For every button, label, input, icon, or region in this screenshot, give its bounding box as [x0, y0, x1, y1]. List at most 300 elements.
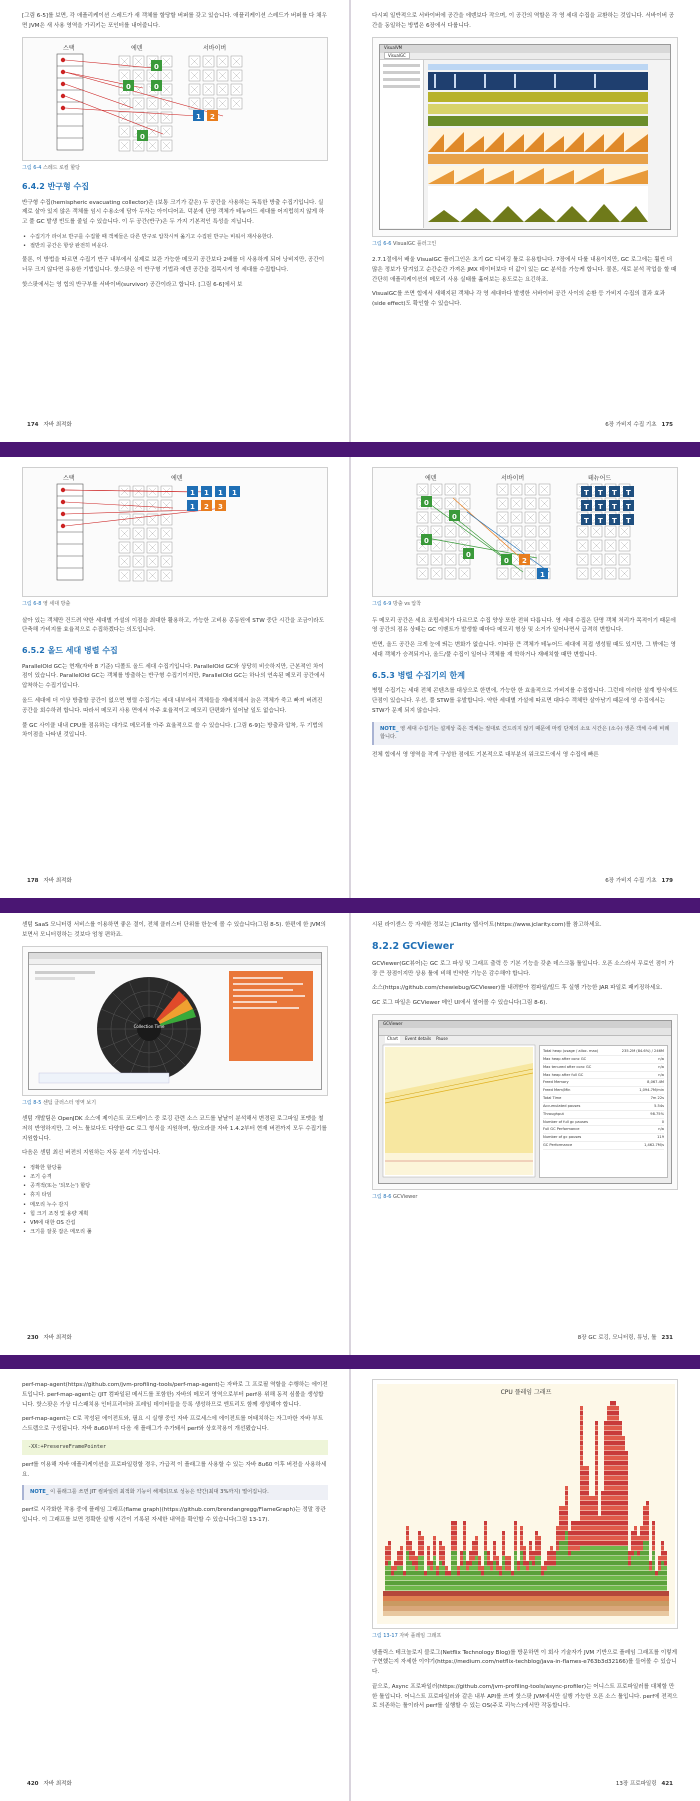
flame-frame	[604, 1476, 607, 1481]
flame-frame	[535, 1546, 538, 1551]
flame-frame	[457, 1576, 460, 1581]
flame-frame	[592, 1501, 595, 1506]
flame-frame	[601, 1501, 604, 1506]
flame-frame	[616, 1461, 619, 1466]
flame-frame	[460, 1581, 463, 1586]
flame-frame	[607, 1571, 610, 1576]
flame-frame	[535, 1581, 538, 1586]
flame-frame	[520, 1571, 523, 1576]
flame-frame	[571, 1541, 574, 1546]
flame-frame	[607, 1481, 610, 1486]
flame-frame	[490, 1586, 493, 1591]
flame-frame	[613, 1586, 616, 1591]
flame-frame	[616, 1526, 619, 1531]
flame-frame	[442, 1561, 445, 1566]
flame-frame	[559, 1586, 562, 1591]
flame-frame	[610, 1466, 613, 1471]
flame-frame	[505, 1561, 508, 1566]
flame-frame	[418, 1531, 421, 1536]
flame-frame	[604, 1481, 607, 1486]
flame-frame	[610, 1471, 613, 1476]
flame-frame	[448, 1571, 451, 1576]
flame-frame	[619, 1481, 622, 1486]
flame-frame	[391, 1586, 394, 1591]
flame-frame	[538, 1551, 541, 1556]
flame-frame	[535, 1531, 538, 1536]
flame-frame	[565, 1536, 568, 1541]
flame-frame	[580, 1426, 583, 1431]
flame-frame	[571, 1561, 574, 1566]
flame-frame	[622, 1546, 625, 1551]
flame-frame	[466, 1571, 469, 1576]
flame-frame	[466, 1561, 469, 1566]
flame-frame	[622, 1486, 625, 1491]
flame-frame	[520, 1526, 523, 1531]
body-text: GC 로그 파일은 GCViewer 메인 UI에서 열어볼 수 있습니다(그림 8-6).	[372, 1000, 548, 1007]
flame-frame	[472, 1581, 475, 1586]
flame-frame	[625, 1581, 628, 1586]
flame-frame	[502, 1571, 505, 1576]
flame-frame	[385, 1561, 388, 1566]
flame-frame	[433, 1566, 436, 1571]
flame-frame	[562, 1561, 565, 1566]
flame-frame	[622, 1536, 625, 1541]
flame-frame	[469, 1581, 472, 1586]
flame-frame	[547, 1551, 550, 1556]
flame-frame	[454, 1541, 457, 1546]
body-text: 올드 세대에 더 이상 방출할 공간이 없으면 병렬 수집기는 세대 내부에서 객체들을 재배치해서 늙은 객체가 죽고 빠져 버려진 공간을 회수하려 합니다. 따라서 메모리 사용 면에서 아주 효율적이고 메모리 단편화가 일어날 일도 없습니다.	[22, 698, 323, 714]
flame-frame	[610, 1556, 613, 1561]
figure-visualgc	[372, 37, 678, 237]
flame-frame	[409, 1551, 412, 1556]
flame-frame	[610, 1456, 613, 1461]
flame-frame	[643, 1536, 646, 1541]
figure-caption: 그림 6-8 영 세대 방출	[22, 601, 71, 607]
flame-frame	[442, 1556, 445, 1561]
flame-frame	[586, 1481, 589, 1486]
flame-frame	[631, 1586, 634, 1591]
flame-frame	[532, 1571, 535, 1576]
flame-frame	[523, 1576, 526, 1581]
body-text: 다음은 센텀 최신 버전의 지원하는 자동 분석 기능입니다.	[22, 1150, 161, 1157]
flame-frame	[451, 1576, 454, 1581]
flame-frame	[619, 1551, 622, 1556]
flame-frame	[607, 1496, 610, 1501]
flame-frame	[547, 1571, 550, 1576]
flame-frame	[610, 1531, 613, 1536]
flame-frame	[652, 1581, 655, 1586]
flame-frame	[538, 1586, 541, 1591]
flame-frame	[439, 1566, 442, 1571]
flame-frame	[643, 1571, 646, 1576]
flame-frame	[418, 1561, 421, 1566]
flame-frame	[478, 1581, 481, 1586]
flame-frame	[607, 1546, 610, 1551]
flame-frame	[625, 1506, 628, 1511]
flame-frame	[580, 1416, 583, 1421]
flame-frame	[577, 1556, 580, 1561]
flame-frame	[574, 1581, 577, 1586]
flame-frame	[496, 1556, 499, 1561]
flame-frame	[622, 1496, 625, 1501]
flame-frame	[397, 1571, 400, 1576]
flame-frame	[418, 1551, 421, 1556]
flame-frame	[625, 1516, 628, 1521]
body-text: perf를 이용해 자바 애플리케이션을 프로파일링할 경우, 가급적 이 플래그를 사용할 수 있는 자바 8u60 이후 버전을 사용하세요.	[22, 1461, 327, 1478]
flame-frame	[451, 1541, 454, 1546]
stats-row	[543, 1087, 664, 1095]
flame-frame	[580, 1576, 583, 1581]
flame-frame	[463, 1536, 466, 1541]
flame-frame	[586, 1576, 589, 1581]
flame-frame	[565, 1526, 568, 1531]
flame-frame	[409, 1571, 412, 1576]
sidebar-tree[interactable]	[380, 60, 424, 228]
flame-frame	[625, 1531, 628, 1536]
flame-frame	[499, 1571, 502, 1576]
flame-frame	[625, 1476, 628, 1481]
stats-value: n/a	[658, 1127, 664, 1132]
stats-label: Total heap (usage / alloc. max)	[543, 1049, 599, 1054]
flame-frame	[391, 1581, 394, 1586]
flame-frame	[589, 1541, 592, 1546]
flame-frame	[514, 1531, 517, 1536]
flame-frame	[433, 1556, 436, 1561]
stats-value: 1,462.7M/s	[644, 1142, 664, 1147]
flame-frame	[517, 1581, 520, 1586]
flame-frame	[604, 1546, 607, 1551]
flame-frame	[622, 1491, 625, 1496]
flame-frame	[610, 1571, 613, 1576]
svg-text:T: T	[612, 503, 617, 511]
flame-frame	[613, 1491, 616, 1496]
bullet-item: • VM에 대한 OS 간섭	[22, 1219, 328, 1228]
flame-frame	[601, 1561, 604, 1566]
flame-frame	[490, 1571, 493, 1576]
flame-frame	[490, 1581, 493, 1586]
flame-frame	[661, 1541, 664, 1546]
flame-frame	[514, 1581, 517, 1586]
tab-visualgc[interactable]: VisualGC	[384, 52, 410, 59]
flame-frame	[583, 1501, 586, 1506]
tab-event-details[interactable]: Event details	[405, 1036, 432, 1042]
flame-frame	[580, 1571, 583, 1576]
flame-frame	[589, 1506, 592, 1511]
flame-frame	[631, 1556, 634, 1561]
figure-caption: 그림 6-6 VisualGC 플러그인	[372, 240, 437, 247]
flame-frame	[469, 1566, 472, 1571]
flame-frame	[589, 1526, 592, 1531]
flame-frame	[640, 1586, 643, 1591]
flame-frame	[577, 1526, 580, 1531]
flame-frame	[502, 1541, 505, 1546]
flame-frame	[649, 1576, 652, 1581]
flame-frame	[496, 1571, 499, 1576]
flame-frame	[625, 1511, 628, 1516]
flame-frame	[553, 1586, 556, 1591]
flame-frame	[574, 1521, 577, 1526]
flame-frame	[619, 1586, 622, 1591]
flame-frame	[616, 1501, 619, 1506]
figure-flamegraph	[372, 1379, 678, 1629]
flame-frame	[433, 1581, 436, 1586]
flame-frame	[538, 1576, 541, 1581]
flame-frame	[619, 1511, 622, 1516]
flame-frame	[439, 1541, 442, 1546]
flame-frame	[646, 1521, 649, 1526]
flame-frame	[412, 1581, 415, 1586]
flame-frame	[383, 1596, 669, 1601]
flame-frame	[583, 1496, 586, 1501]
flame-frame	[613, 1456, 616, 1461]
stats-row	[543, 1103, 664, 1111]
flame-frame	[619, 1461, 622, 1466]
flame-frame	[580, 1536, 583, 1541]
flame-frame	[466, 1566, 469, 1571]
flame-frame	[592, 1496, 595, 1501]
flame-frame	[484, 1531, 487, 1536]
flame-frame	[613, 1561, 616, 1566]
stats-label: Freed Memory	[543, 1080, 569, 1085]
flame-frame	[622, 1436, 625, 1441]
cell-value: 2	[204, 503, 209, 511]
flame-frame	[457, 1581, 460, 1586]
flame-frame	[619, 1506, 622, 1511]
flame-frame	[631, 1536, 634, 1541]
flame-frame	[622, 1461, 625, 1466]
censum-dashboard	[29, 965, 322, 1089]
flame-frame	[586, 1561, 589, 1566]
flame-frame	[463, 1586, 466, 1591]
flame-frame	[592, 1536, 595, 1541]
flame-frame	[400, 1561, 403, 1566]
flame-frame	[601, 1521, 604, 1526]
flame-frame	[553, 1576, 556, 1581]
flame-frame	[607, 1556, 610, 1561]
flame-frame	[463, 1566, 466, 1571]
flame-frame	[553, 1556, 556, 1561]
flame-frame	[484, 1546, 487, 1551]
spread-divider	[0, 898, 700, 913]
flame-frame	[418, 1571, 421, 1576]
flame-frame	[619, 1436, 622, 1441]
flame-frame	[421, 1556, 424, 1561]
flame-frame	[604, 1576, 607, 1581]
body-text: 다시피 일반적으로 서바이버에 공간을 에덴보다 작으며, 이 공간의 역할은 각 영 세대 수집을 교환하는 것입니다. 서바이버 공간을 동일하는 방법은 6장에서 다룹니다.	[372, 13, 675, 29]
flame-frame	[394, 1576, 397, 1581]
flame-frame	[628, 1556, 631, 1561]
flame-frame	[655, 1581, 658, 1586]
cell-value: 3	[218, 503, 223, 511]
flame-frame	[583, 1516, 586, 1521]
flame-frame	[520, 1576, 523, 1581]
flame-frame	[577, 1521, 580, 1526]
flame-frame	[616, 1431, 619, 1436]
spread-4	[0, 1369, 700, 1801]
flame-frame	[643, 1566, 646, 1571]
flame-frame	[628, 1551, 631, 1556]
page-231	[350, 913, 700, 1355]
flame-frame	[610, 1551, 613, 1556]
flame-frame	[619, 1446, 622, 1451]
flame-frame	[541, 1566, 544, 1571]
flame-frame	[520, 1546, 523, 1551]
flame-frame	[454, 1586, 457, 1591]
flame-frame	[595, 1496, 598, 1501]
flame-frame	[394, 1566, 397, 1571]
flame-frame	[556, 1551, 559, 1556]
flame-frame	[619, 1486, 622, 1491]
flame-frame	[652, 1576, 655, 1581]
flame-frame	[643, 1526, 646, 1531]
flame-frame	[385, 1546, 388, 1551]
flame-frame	[592, 1576, 595, 1581]
flame-frame	[613, 1541, 616, 1546]
flame-frame	[565, 1546, 568, 1551]
flame-frame	[664, 1576, 667, 1581]
flame-frame	[607, 1426, 610, 1431]
flame-frame	[514, 1561, 517, 1566]
flame-frame	[535, 1541, 538, 1546]
flame-frame	[616, 1571, 619, 1576]
flame-frame	[535, 1566, 538, 1571]
flame-frame	[412, 1561, 415, 1566]
flame-frame	[451, 1581, 454, 1586]
flame-frame	[514, 1586, 517, 1591]
flame-frame	[571, 1536, 574, 1541]
flame-frame	[511, 1571, 514, 1576]
flame-frame	[532, 1556, 535, 1561]
flame-frame	[640, 1566, 643, 1571]
flame-frame	[616, 1576, 619, 1581]
flame-frame	[484, 1581, 487, 1586]
tab-chart[interactable]: Chart	[387, 1036, 398, 1042]
stats-label: Max tenured after conc GC	[543, 1064, 592, 1069]
flame-frame	[529, 1581, 532, 1586]
flame-frame	[559, 1576, 562, 1581]
flame-frame	[475, 1571, 478, 1576]
flame-frame	[592, 1506, 595, 1511]
flame-frame	[634, 1566, 637, 1571]
flame-frame	[523, 1561, 526, 1566]
flame-frame	[451, 1566, 454, 1571]
flame-frame	[487, 1551, 490, 1556]
flame-frame	[442, 1551, 445, 1556]
flame-frame	[490, 1566, 493, 1571]
flame-frame	[511, 1581, 514, 1586]
stats-value: 7m 22s	[650, 1096, 664, 1101]
flame-frame	[451, 1546, 454, 1551]
tab-pause[interactable]: Pause	[436, 1036, 448, 1042]
flame-frame	[613, 1466, 616, 1471]
flame-frame	[607, 1491, 610, 1496]
flame-frame	[493, 1576, 496, 1581]
cell-value: 0	[504, 557, 509, 565]
flame-frame	[460, 1586, 463, 1591]
flame-frame	[493, 1561, 496, 1566]
flame-frame	[562, 1531, 565, 1536]
flame-frame	[568, 1571, 571, 1576]
flame-frame	[502, 1576, 505, 1581]
flame-frame	[383, 1606, 669, 1611]
flame-frame	[595, 1421, 598, 1426]
flame-frame	[559, 1551, 562, 1556]
flame-frame	[613, 1431, 616, 1436]
flame-frame	[421, 1536, 424, 1541]
flame-graph	[377, 1384, 675, 1624]
flame-frame	[406, 1581, 409, 1586]
cell-value: 1	[190, 489, 195, 497]
flame-frame	[616, 1516, 619, 1521]
flame-frame	[436, 1581, 439, 1586]
flame-frame	[508, 1586, 511, 1591]
flame-frame	[520, 1556, 523, 1561]
flame-frame	[616, 1421, 619, 1426]
flame-frame	[601, 1586, 604, 1591]
flame-frame	[583, 1476, 586, 1481]
flame-frame	[484, 1551, 487, 1556]
flame-frame	[529, 1556, 532, 1561]
flame-frame	[616, 1556, 619, 1561]
flame-frame	[550, 1576, 553, 1581]
page-421	[350, 1369, 700, 1801]
flame-frame	[619, 1451, 622, 1456]
flame-frame	[520, 1536, 523, 1541]
tab-bar	[379, 1036, 671, 1043]
flame-frame	[616, 1491, 619, 1496]
flame-frame	[625, 1481, 628, 1486]
flame-frame	[613, 1421, 616, 1426]
flame-frame	[610, 1581, 613, 1586]
flame-frame	[514, 1551, 517, 1556]
flame-frame	[436, 1566, 439, 1571]
flame-frame	[622, 1446, 625, 1451]
flame-frame	[625, 1571, 628, 1576]
flame-frame	[532, 1566, 535, 1571]
flame-frame	[631, 1561, 634, 1566]
flame-frame	[634, 1576, 637, 1581]
stats-label: Number of gc pauses	[543, 1135, 582, 1140]
flame-frame	[418, 1556, 421, 1561]
flame-frame	[493, 1541, 496, 1546]
flame-frame	[490, 1561, 493, 1566]
flame-frame	[391, 1571, 394, 1576]
fig-label-survivor: 서바이버	[203, 44, 227, 52]
flame-frame	[604, 1521, 607, 1526]
body-text: 소스(https://github.com/chewiebug/GCViewer)를 내려받아 컴파일/빌드 후 실행 가능한 JAR 파일로 패키징하세요.	[372, 985, 663, 992]
flame-frame	[529, 1551, 532, 1556]
flame-frame	[559, 1536, 562, 1541]
flame-frame	[634, 1556, 637, 1561]
flame-frame	[595, 1531, 598, 1536]
flame-frame	[610, 1506, 613, 1511]
flame-frame	[649, 1566, 652, 1571]
cell-value: 0	[154, 62, 159, 71]
flame-frame	[604, 1516, 607, 1521]
flame-frame	[571, 1581, 574, 1586]
flame-frame	[607, 1466, 610, 1471]
svg-text:T: T	[598, 503, 603, 511]
bullet-item: • 수집기가 라이브 반구를 수집할 때 객체들은 다른 반구로 압착시켜 옮기고 수집된 반구는 비워서 재사용한다.	[22, 233, 328, 242]
flame-frame	[580, 1491, 583, 1496]
flame-frame	[484, 1576, 487, 1581]
flame-frame	[493, 1586, 496, 1591]
body-text: 병렬 수집기는 세대 전체 콘텐츠를 대상으로 한번에, 가능한 한 효율적으로 가비지를 수집합니다. 그런데 이러한 설계 방식에도 단점이 있습니다. 우선, 풀 STW를 유발합니다. 약한 세대별 가설에 따르면 대다수 객체만 살아남기 때문에 영 수집에서는 STW가 문제 되지 않습니다.	[372, 688, 678, 714]
flame-frame	[442, 1581, 445, 1586]
flame-frame	[583, 1536, 586, 1541]
flame-frame	[538, 1536, 541, 1541]
flame-frame	[592, 1516, 595, 1521]
